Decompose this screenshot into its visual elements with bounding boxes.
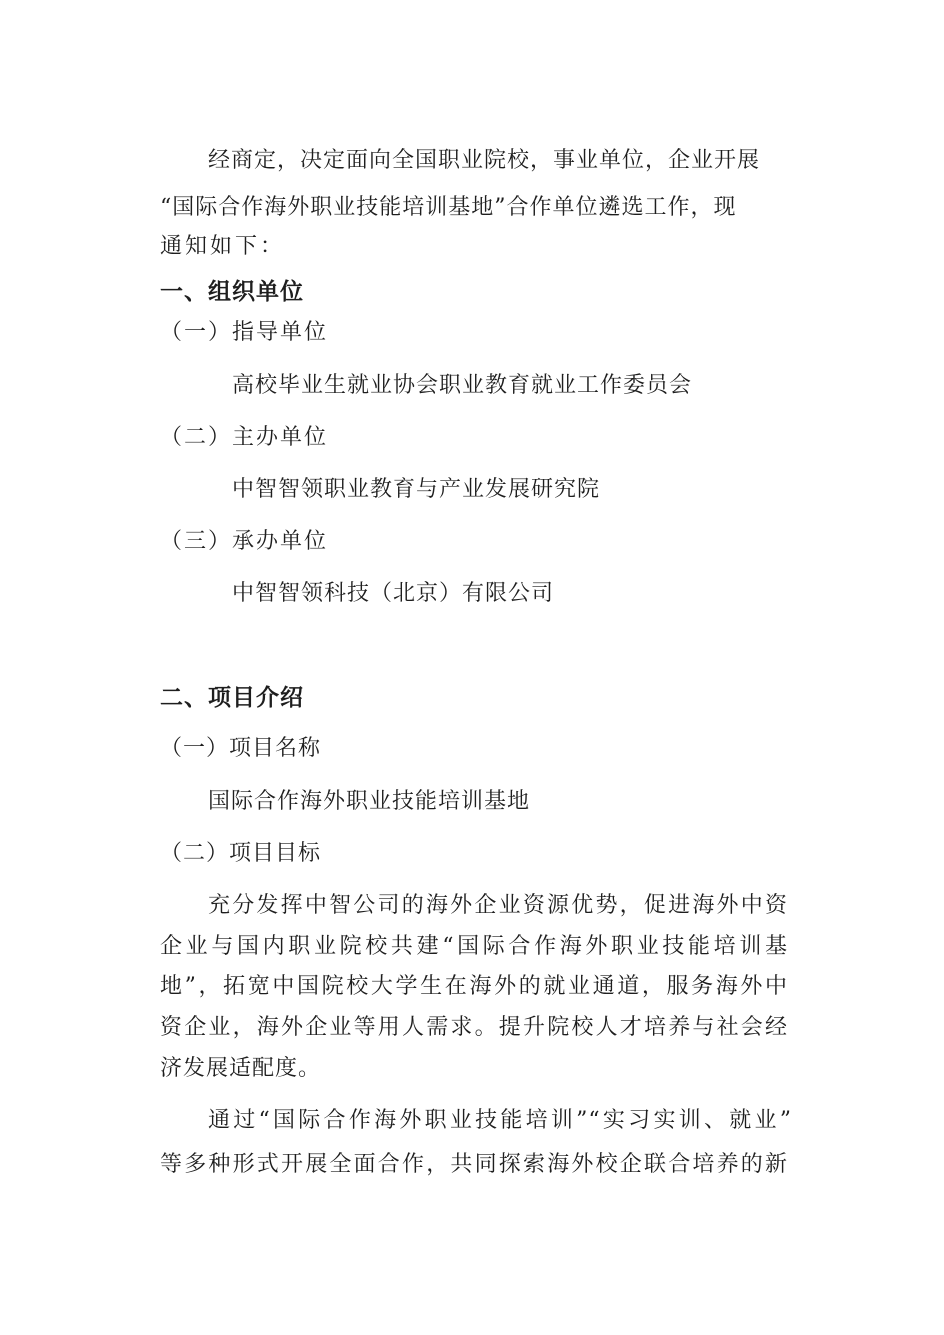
section-1-sub-1-content: 高校毕业生就业协会职业教育就业工作委员会 (232, 373, 693, 398)
section-1-sub-2-label: （二）主办单位 (160, 425, 329, 450)
section-2-para-2-line-2: 等多种形式开展全面合作，共同探索海外校企联合培养的新 (160, 1152, 788, 1177)
section-1-heading: 一、组织单位 (160, 278, 304, 305)
section-2-para-1-line-2: 企业与国内职业院校共建“国际合作海外职业技能培训基 (160, 934, 788, 959)
section-1-sub-3-content: 中智智领科技（北京）有限公司 (232, 581, 555, 606)
section-1-sub-1-label: （一）指导单位 (160, 320, 329, 345)
section-2-para-1-line-5: 济发展适配度。 (160, 1056, 322, 1081)
section-2-sub-1-content: 国际合作海外职业技能培训基地 (208, 789, 531, 814)
section-2-heading: 二、项目介绍 (160, 684, 304, 711)
intro-line-3: 通知如下： (160, 234, 286, 259)
section-2-sub-1-label: （一）项目名称 (160, 736, 322, 761)
section-1-sub-2-content: 中智智领职业教育与产业发展研究院 (232, 477, 601, 502)
intro-line-2: “国际合作海外职业技能培训基地”合作单位遴选工作，现 (160, 195, 737, 220)
section-2-para-1-line-4: 资企业，海外企业等用人需求。提升院校人才培养与社会经 (160, 1015, 788, 1040)
section-2-sub-2-label: （二）项目目标 (160, 841, 322, 866)
section-2-para-1-line-3: 地”，拓宽中国院校大学生在海外的就业通道，服务海外中 (160, 974, 788, 999)
intro-line-1: 经商定，决定面向全国职业院校，事业单位，企业开展 (208, 148, 761, 173)
section-2-para-1-line-1: 充分发挥中智公司的海外企业资源优势，促进海外中资 (208, 893, 788, 918)
section-1-sub-3-label: （三）承办单位 (160, 529, 329, 554)
section-2-para-2-line-1: 通过“国际合作海外职业技能培训”“实习实训、就业” (208, 1108, 792, 1133)
